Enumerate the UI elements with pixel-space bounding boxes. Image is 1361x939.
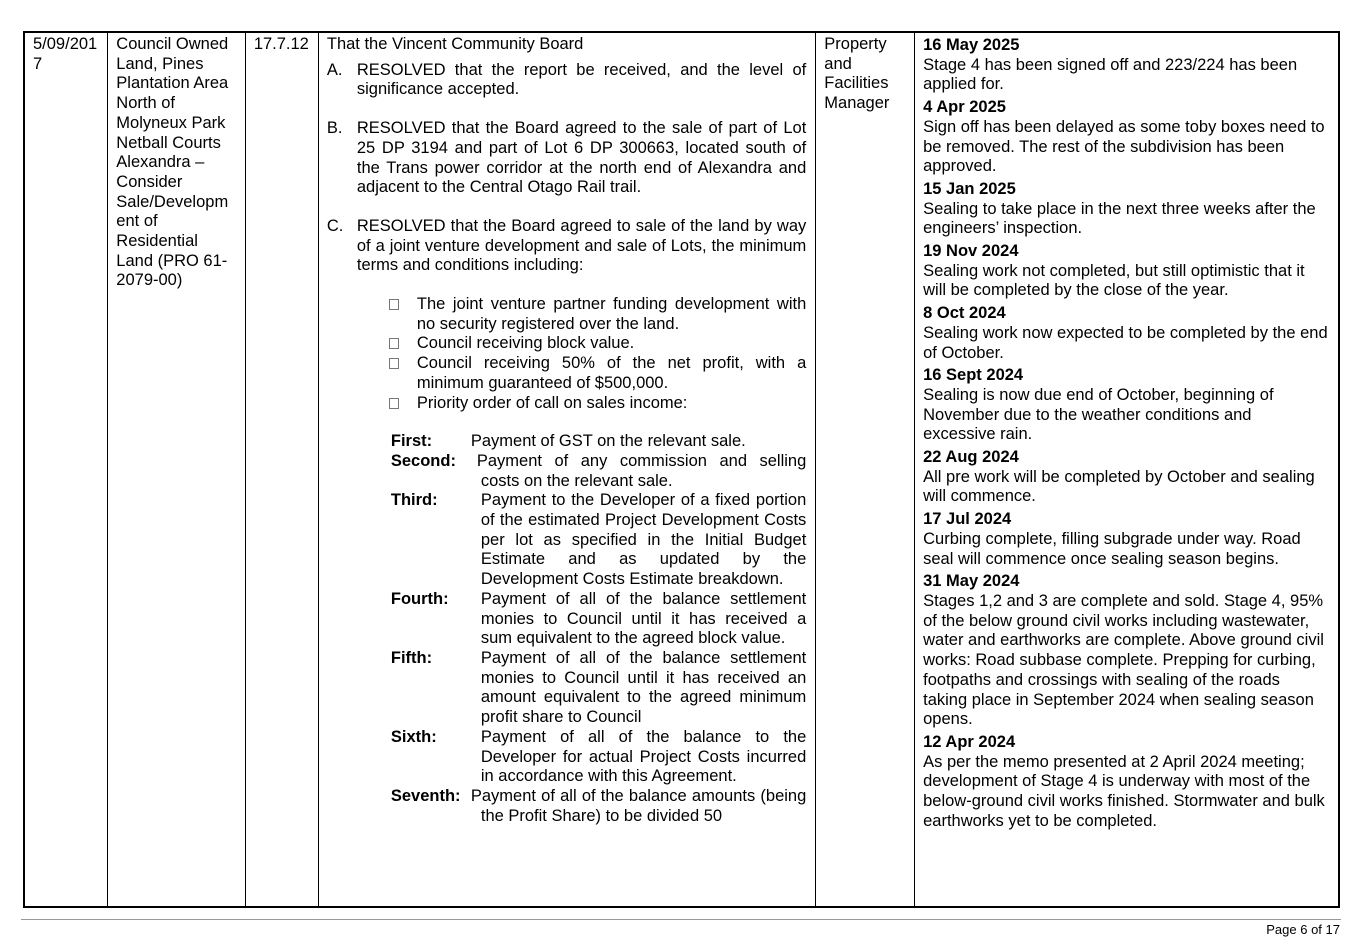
resolution-items [327, 61, 806, 276]
update-date: 19 Nov 2024 [923, 242, 1019, 261]
update-date: 8 Oct 2024 [923, 304, 1006, 323]
resolution-item-letter: C. [326, 216, 344, 235]
priority-order-item [391, 728, 806, 787]
resolution-cell [318, 32, 815, 907]
update-date: 22 Aug 2024 [923, 448, 1019, 467]
update-date: 17 Jul 2024 [923, 510, 1012, 529]
updates-list [923, 36, 1328, 831]
update-text: Stages 1,2 and 3 are complete and sold. Stage 4, 95% of the below ground civil works including wastewater, water and earthworks are complete. Above ground civil works: Road subbase complete. Prepping for curbing, footpaths and crossings with sealing of the roads taking place in September 2024 when sealing season opens. [923, 591, 1324, 729]
resolution-item [327, 217, 806, 276]
list-item [389, 394, 806, 414]
bullet-text: The joint venture partner funding development with no security registered over the land. [416, 295, 807, 333]
footer-divider [21, 919, 1341, 920]
priority-order-item [391, 452, 806, 491]
update-date: 31 May 2024 [923, 572, 1020, 591]
update-text: Curbing complete, filling subgrade under way. Road seal will commence once sealing season begins. [923, 529, 1301, 568]
resolutions-table [23, 31, 1340, 908]
responsible-officer: Property and Facilities Manager [824, 35, 890, 113]
priority-order-text: Payment of all of the balance to the Developer for actual Project Costs incurred in accordance with this Agreement. [480, 727, 807, 786]
update-text: All pre work will be completed by October and sealing will commence. [923, 467, 1315, 506]
meeting-date-cell [24, 32, 108, 907]
subject-text: Council Owned Land, Pines Plantation Area North of Molyneux Park Netball Courts Alexandra – Consider Sale/Developm ent of Residential Land (PRO 61-2079-00) [116, 35, 229, 290]
priority-order-text: Payment of GST on the relevant sale. [470, 432, 746, 451]
page-number: Page 6 of 17 [1266, 922, 1340, 937]
meeting-date-line-2: 7 [33, 54, 43, 73]
update-date: 15 Jan 2025 [923, 179, 1016, 198]
meeting-date-line-1: 5/09/201 [33, 35, 98, 53]
update-date: 12 Apr 2024 [923, 732, 1016, 751]
priority-order-list [391, 432, 806, 826]
resolution-item [327, 119, 806, 198]
bullet-box-icon [389, 299, 399, 310]
bullet-box-icon [389, 338, 399, 349]
update-text: Sealing to take place in the next three weeks after the engineers’ inspection. [923, 199, 1316, 238]
update-date: 16 Sept 2024 [923, 366, 1024, 385]
list-item [389, 334, 806, 354]
resolution-item [327, 61, 806, 100]
reference-cell [245, 32, 318, 907]
priority-order-label: Fourth: [390, 589, 449, 608]
update-text: Sealing is now due end of October, beginning of November due to the weather conditions and excessive rain. [923, 385, 1274, 444]
bullet-text: Priority order of call on sales income: [416, 393, 688, 412]
priority-order-text: Payment of all of the balance settlement monies to Council until it has received a sum equivalent to the agreed block value. [480, 589, 807, 648]
responsible-cell [816, 32, 915, 907]
priority-order-item [391, 491, 806, 590]
priority-order-text: Payment of all of the balance settlement monies to Council until it has received an amount equivalent to the agreed minimum profit share to Council [480, 648, 807, 727]
resolution-item-letter: A. [326, 60, 343, 79]
priority-order-text: Payment of any commission and selling costs on the relevant sale. [476, 451, 807, 490]
resolution-intro: That the Vincent Community Board [326, 35, 584, 53]
table-row [24, 32, 1339, 907]
priority-order-item [391, 787, 806, 826]
priority-order-label: First: [390, 432, 433, 451]
update-text: Stage 4 has been signed off and 223/224 has been applied for. [923, 55, 1298, 94]
subject-cell [108, 32, 246, 907]
bullet-box-icon [389, 398, 399, 409]
terms-bullet-list [389, 295, 806, 413]
bullet-text: Council receiving block value. [416, 334, 635, 353]
priority-order-text: Payment of all of the balance amounts (being the Profit Share) to be divided 50 [470, 786, 807, 825]
reference-number: 17.7.12 [253, 35, 309, 53]
resolution-item-text: RESOLVED that the Board agreed to the sale of part of Lot 25 DP 3194 and part of Lot 6 DP 300663, located south of the Trans power corridor at the north end of Alexandra and adjacent to the Central Otago Rail trail. [356, 119, 807, 197]
priority-order-label: Second: [390, 451, 456, 470]
bullet-text: Council receiving 50% of the net profit, with a minimum guaranteed of $500,000. [416, 354, 807, 392]
priority-order-item [391, 649, 806, 728]
resolution-item-letter: B. [326, 119, 343, 138]
list-item [389, 295, 806, 334]
priority-order-item [391, 590, 806, 649]
update-text: As per the memo presented at 2 April 2024 meeting; development of Stage 4 is underway with most of the below-ground civil works finished. Stormwater and bulk earthworks yet to be completed. [923, 752, 1325, 830]
list-item [389, 354, 806, 393]
bullet-box-icon [389, 358, 399, 369]
update-text: Sign off has been delayed as some toby boxes need to be removed. The rest of the subdivision has been approved. [923, 117, 1325, 176]
priority-order-label: Fifth: [390, 648, 433, 667]
priority-order-label: Sixth: [390, 727, 437, 746]
resolution-item-text: RESOLVED that the report be received, and the level of significance accepted. [356, 60, 807, 99]
priority-order-label: Third: [390, 491, 438, 510]
priority-order-label: Seventh: [390, 786, 461, 805]
update-text: Sealing work now expected to be completed by the end of October. [923, 323, 1328, 362]
update-date: 16 May 2025 [923, 36, 1020, 54]
update-text: Sealing work not completed, but still optimistic that it will be completed by the close of the year. [923, 261, 1305, 300]
resolution-item-text: RESOLVED that the Board agreed to sale of the land by way of a joint venture development and sale of Lots, the minimum terms and conditions including: [356, 216, 807, 275]
update-date: 4 Apr 2025 [923, 98, 1006, 117]
updates-cell [915, 32, 1339, 907]
priority-order-item [391, 432, 806, 452]
priority-order-text: Payment to the Developer of a fixed portion of the estimated Project Development Costs per lot as specified in the Initial Budget Estimate and as updated by the Development Costs Estimate breakdown. [480, 491, 807, 589]
